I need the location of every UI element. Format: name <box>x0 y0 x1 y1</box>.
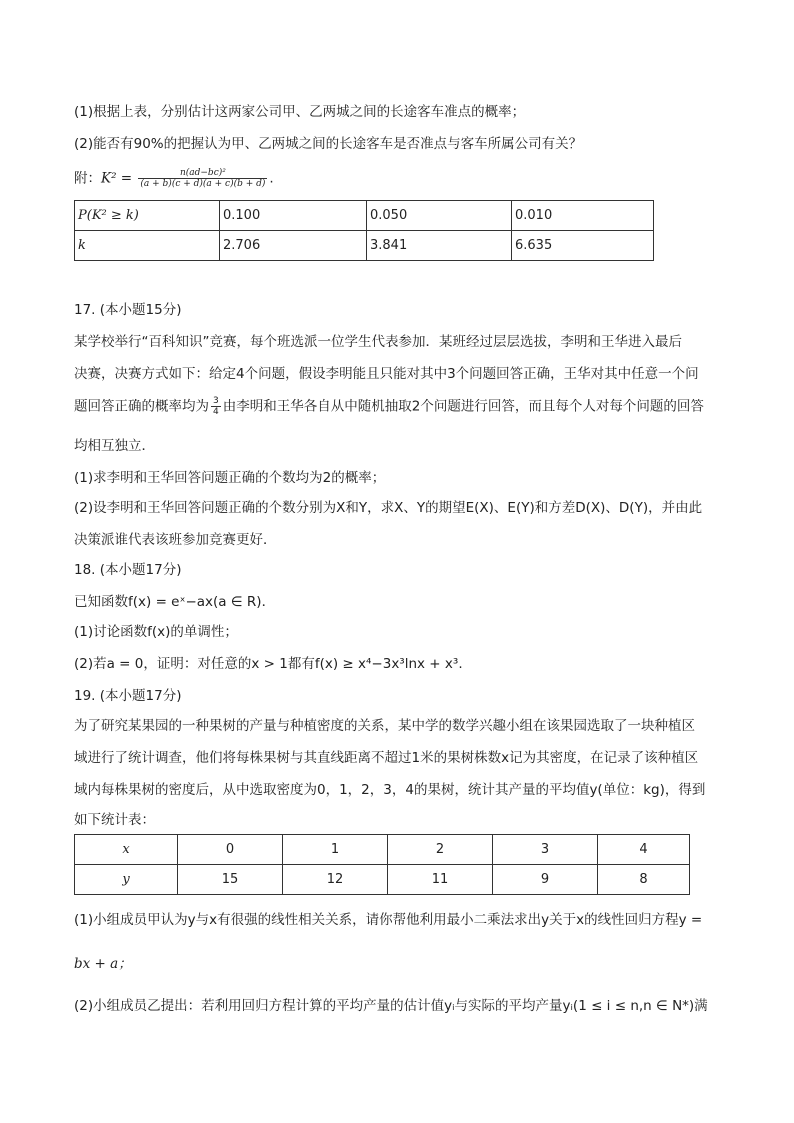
q19-line3: 域内每株果树的密度后，从中选取密度为0，1，2，3，4的果树，统计其产量的平均值y(单位：kg)，得到 <box>74 782 706 798</box>
formula-denominator: (a + b)(c + d)(a + c)(b + d) <box>140 179 266 189</box>
q17-part1: (1)求李明和王华回答问题正确的个数均为2的概率； <box>74 470 386 486</box>
table-cell: 0.100 <box>220 201 367 231</box>
table-row <box>75 231 654 261</box>
table-cell: 0 <box>178 835 283 865</box>
q19-line1: 为了研究某果园的一种果树的产量与种植密度的关系，某中学的数学兴趣小组在该果园选取了一块种植区 <box>74 718 695 734</box>
table-cell: y <box>75 865 178 895</box>
probability-fraction <box>211 396 221 417</box>
table-row <box>75 201 654 231</box>
q17-header: 17. (本小题15分) <box>74 302 182 318</box>
table-cell: 8 <box>598 865 690 895</box>
q17-part2-line2: 决策派谁代表该班参加竞赛更好． <box>74 532 277 548</box>
formula-fraction <box>138 168 267 189</box>
table-cell: 1 <box>283 835 388 865</box>
table-cell: P(K² ≥ k) <box>75 201 220 231</box>
q19-header: 19. (本小题17分) <box>74 688 182 704</box>
table-cell: 15 <box>178 865 283 895</box>
table-row <box>75 865 690 895</box>
q19-part1-line1: (1)小组成员甲认为y与x有很强的线性相关关系，请你帮他利用最小二乘法求出y关于x的线性回归方程y = <box>74 912 703 928</box>
table-cell: 3.841 <box>367 231 512 261</box>
fraction-denominator: 4 <box>213 407 219 417</box>
q17-line4: 均相互独立． <box>74 438 155 454</box>
q19-part1-line2: bx + a； <box>74 956 132 972</box>
table-row <box>75 835 690 865</box>
q19-line4: 如下统计表： <box>74 812 155 828</box>
fraction-numerator: 3 <box>213 396 219 406</box>
q16-part1: (1)根据上表，分别估计这两家公司甲、乙两城之间的长途客车准点的概率； <box>74 104 526 120</box>
table-cell: x <box>75 835 178 865</box>
formula-lhs: K² = <box>101 170 133 187</box>
table-cell: 11 <box>388 865 493 895</box>
q16-part2: (2)能否有90%的把握认为甲、乙两城之间的长途客车是否准点与客车所属公司有关？ <box>74 136 583 152</box>
density-yield-table <box>74 834 690 895</box>
q16-formula <box>74 168 274 189</box>
table-cell: 0.050 <box>367 201 512 231</box>
formula-end: . <box>269 170 274 187</box>
q19-line2: 域进行了统计调查，他们将每株果树与其直线距离不超过1米的果树株数x记为其密度，在记录了该种植区 <box>74 750 699 766</box>
table-cell: 0.010 <box>512 201 654 231</box>
q18-header: 18. (本小题17分) <box>74 562 182 578</box>
table-cell: 12 <box>283 865 388 895</box>
table-cell: 2 <box>388 835 493 865</box>
table-cell: k <box>75 231 220 261</box>
q17-part2-line1: (2)设李明和王华回答问题正确的个数分别为X和Y，求X、Y的期望E(X)、E(Y)和方差D(X)、D(Y)，并由此 <box>74 500 703 516</box>
q17-line3-text-cont: 由李明和王华各自从中随机抽取2个问题进行回答，而且每个人对每个问题的回答 <box>222 398 704 415</box>
table-cell: 9 <box>493 865 598 895</box>
q19-part2: (2)小组成员乙提出：若利用回归方程计算的平均产量的估计值yᵢ与实际的平均产量yᵢ(1 ≤ i ≤ n,n ∈ N*)满 <box>74 998 708 1014</box>
critical-value-table <box>74 200 654 261</box>
q17-line1: 某学校举行“百科知识”竞赛，每个班选派一位学生代表参加．某班经过层层选拔，李明和王华进入最后 <box>74 334 682 350</box>
q18-line1: 已知函数f(x) = eˣ−ax(a ∈ R)． <box>74 594 276 610</box>
q17-line3-text: 题回答正确的概率均为 <box>74 398 209 415</box>
q17-line2: 决赛，决赛方式如下：给定4个问题，假设李明能且只能对其中3个问题回答正确，王华对其中任意一个问 <box>74 366 699 382</box>
q18-part2: (2)若a = 0，证明：对任意的x > 1都有f(x) ≥ x⁴−3x³lnx + x³. <box>74 656 463 672</box>
q17-line3 <box>74 396 704 417</box>
table-cell: 3 <box>493 835 598 865</box>
q18-part1: (1)讨论函数f(x)的单调性； <box>74 624 238 640</box>
formula-numerator: n(ad−bc)² <box>138 168 267 179</box>
formula-label: 附： <box>74 170 101 187</box>
table-cell: 4 <box>598 835 690 865</box>
table-cell: 6.635 <box>512 231 654 261</box>
table-cell: 2.706 <box>220 231 367 261</box>
